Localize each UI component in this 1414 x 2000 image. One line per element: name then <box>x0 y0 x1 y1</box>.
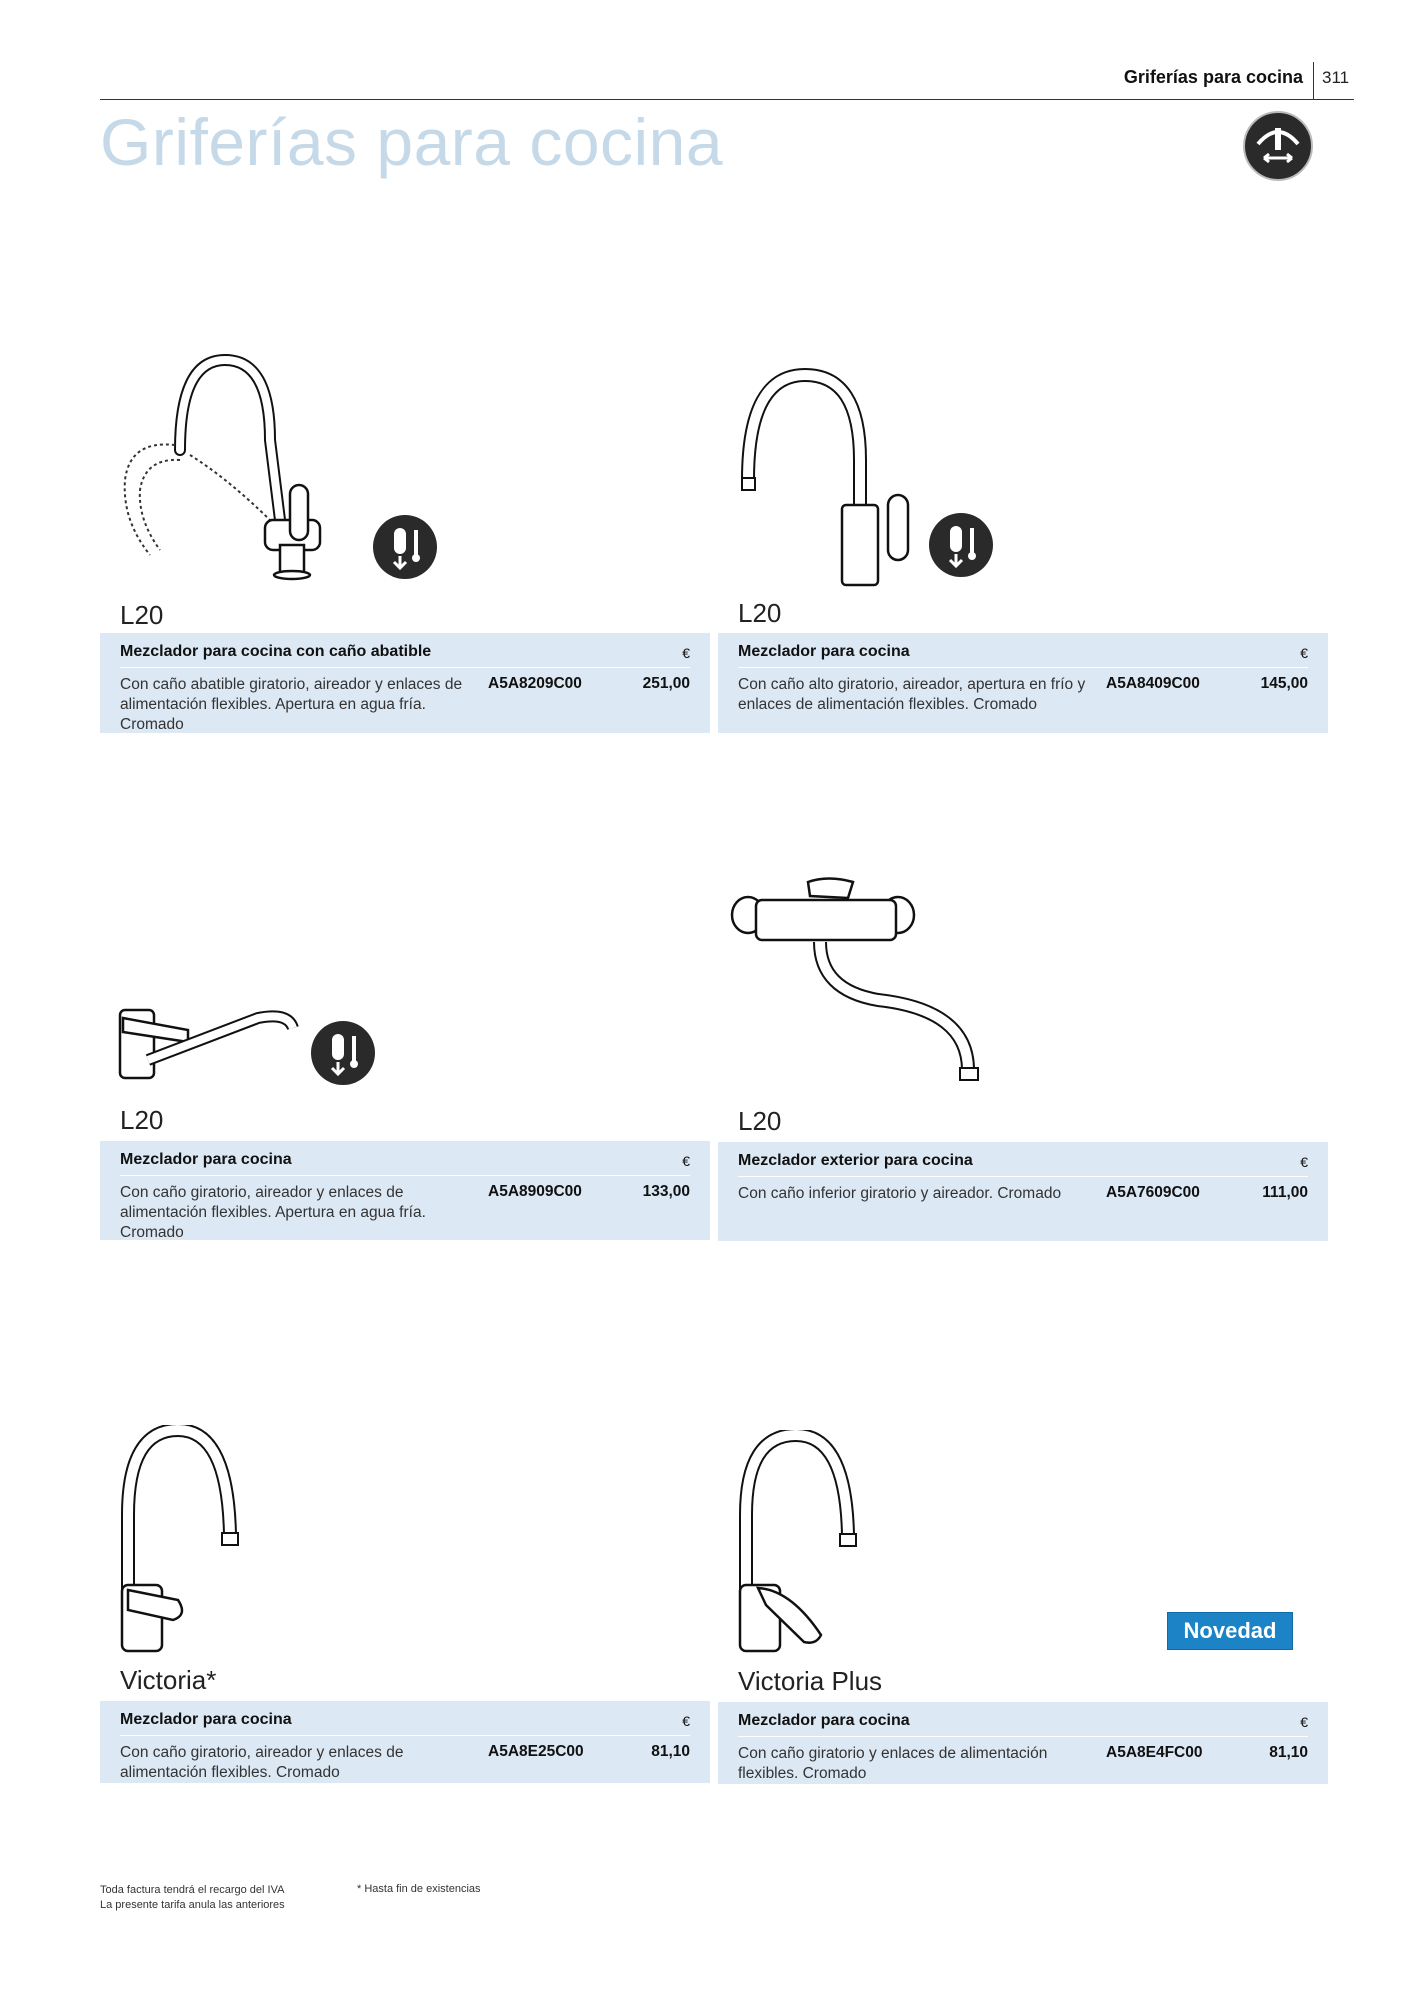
product-spec <box>100 1141 710 1240</box>
currency-label: € <box>1300 645 1308 661</box>
currency-label: € <box>1300 1714 1308 1730</box>
footer-line: La presente tarifa anula las anteriores <box>100 1899 285 1911</box>
product-title: Mezclador exterior para cocina <box>738 1152 973 1169</box>
page-title: Griferías para cocina <box>100 105 724 179</box>
cold-water-opening-icon <box>928 512 994 578</box>
product-description: Con caño giratorio y enlaces de alimentación flexibles. Cromado <box>738 1745 1048 1782</box>
page-number: 311 <box>1322 68 1350 87</box>
product-card <box>718 870 1328 1241</box>
currency-label: € <box>682 645 690 661</box>
product-code: A5A8E4FC00 <box>1106 1744 1203 1761</box>
currency-label: € <box>682 1713 690 1729</box>
product-price: 251,00 <box>642 675 690 692</box>
spec-header-row <box>738 1712 1308 1737</box>
product-spec <box>718 633 1328 733</box>
product-price: 81,10 <box>1269 1744 1308 1761</box>
spec-header-row <box>120 1151 690 1176</box>
wall-mounted-kitchen-faucet-illustration <box>728 870 988 1090</box>
currency-label: € <box>1300 1154 1308 1170</box>
product-card <box>718 1430 1328 1784</box>
product-name: L20 <box>738 1106 782 1136</box>
footer-legal <box>100 1883 285 1913</box>
spec-header-row <box>738 643 1308 668</box>
product-title: Mezclador para cocina <box>120 1711 292 1728</box>
product-name: L20 <box>738 598 782 628</box>
swivel-kitchen-faucet-illustration <box>118 1425 288 1655</box>
product-price: 81,10 <box>651 1743 690 1760</box>
spec-header-row <box>120 643 690 668</box>
product-code: A5A8409C00 <box>1106 675 1200 692</box>
footer-line: Toda factura tendrá el recargo del IVA <box>100 1884 285 1896</box>
product-name: L20 <box>120 1105 164 1135</box>
product-code: A5A8E25C00 <box>488 1743 584 1760</box>
faucet-category-icon <box>1242 110 1314 182</box>
product-description: Con caño abatible giratorio, aireador y enlaces de alimentación flexibles. Apertura en agua fría. Cromado <box>120 676 463 733</box>
product-name: Victoria Plus <box>738 1666 883 1696</box>
cold-water-opening-icon <box>372 514 438 580</box>
product-name: Victoria* <box>120 1665 217 1695</box>
currency-label: € <box>682 1153 690 1169</box>
swivel-kitchen-faucet-illustration <box>736 1430 906 1655</box>
product-title: Mezclador para cocina <box>738 643 910 660</box>
product-name: L20 <box>120 600 164 630</box>
product-code: A5A7609C00 <box>1106 1184 1200 1201</box>
product-spec <box>718 1702 1328 1784</box>
low-spout-kitchen-faucet-illustration <box>118 990 318 1090</box>
product-spec <box>100 633 710 733</box>
header-rule <box>100 99 1354 100</box>
product-spec <box>100 1701 710 1783</box>
product-code: A5A8909C00 <box>488 1183 582 1200</box>
product-description: Con caño giratorio, aireador y enlaces de alimentación flexibles. Cromado <box>120 1744 404 1781</box>
product-description: Con caño inferior giratorio y aireador. Cromado <box>738 1185 1062 1202</box>
running-header-section: Griferías para cocina <box>1123 67 1303 87</box>
high-spout-kitchen-faucet-illustration <box>730 350 950 590</box>
product-title: Mezclador para cocina <box>120 1151 292 1168</box>
product-code: A5A8209C00 <box>488 675 582 692</box>
product-card <box>718 350 1328 735</box>
product-price: 111,00 <box>1262 1184 1308 1201</box>
product-description: Con caño giratorio, aireador y enlaces de alimentación flexibles. Apertura en agua fría. Cromado <box>120 1184 426 1241</box>
product-card <box>100 990 710 1240</box>
product-card <box>100 1425 710 1783</box>
product-price: 145,00 <box>1260 675 1308 692</box>
product-title: Mezclador para cocina <box>738 1712 910 1729</box>
footnote: * Hasta fin de existencias <box>357 1883 481 1895</box>
product-spec <box>718 1142 1328 1241</box>
header-separator <box>1313 62 1314 100</box>
product-description: Con caño alto giratorio, aireador, apertura en frío y enlaces de alimentación flexibles. Cromado <box>738 676 1086 713</box>
product-card <box>100 350 710 735</box>
spec-header-row <box>738 1152 1308 1177</box>
cold-water-opening-icon <box>310 1020 376 1086</box>
product-price: 133,00 <box>642 1183 690 1200</box>
spec-header-row <box>120 1711 690 1736</box>
product-title: Mezclador para cocina con caño abatible <box>120 643 432 660</box>
new-product-badge: Novedad <box>1167 1612 1293 1650</box>
